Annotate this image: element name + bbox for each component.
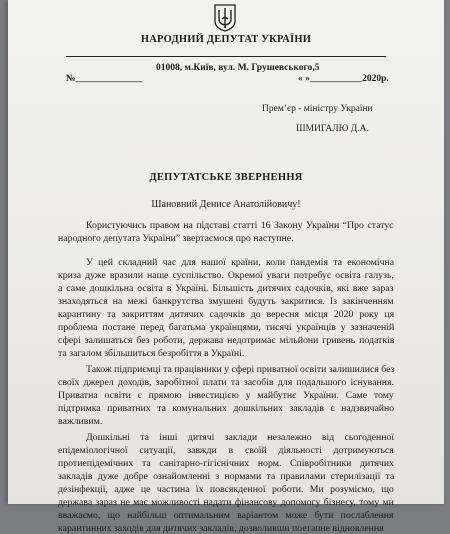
trident-emblem-icon xyxy=(213,4,237,32)
document-title: ДЕПУТАТСЬКЕ ЗВЕРНЕННЯ xyxy=(149,172,303,183)
recipient-post: Прем’єр - міністру України xyxy=(262,104,373,114)
body-line: дезінфекції, адже це частина їх повсякденної роботи. Ми розуміємо, що xyxy=(58,484,394,495)
body-line: проблема постане перед багатьма українцями, тисячі українців у зазначеній xyxy=(58,322,395,333)
body-line: карантинних заходів для дитячих закладів, дозволивши поетапне відновлення xyxy=(58,523,384,534)
deputy-header-title: НАРОДНИЙ ДЕПУТАТ УКРАЇНИ xyxy=(140,34,312,45)
body-line: епідеміологічної ситуації, завжди в своїй діяльності дотримуються xyxy=(58,445,394,456)
body-line: вважаємо, що найбільш оптимальним варіантом може бути послаблення xyxy=(58,510,394,521)
body-line: знаходяться на межі банкрутства змушені будуть закритися. Із закінченням xyxy=(58,296,394,307)
body-line: сфері залишаться без роботи, держава недотримає мільйони гривень податків xyxy=(58,335,395,346)
recipient-name: ШМИГАЛЮ Д.А. xyxy=(296,124,369,134)
number-label: № xyxy=(66,74,76,84)
body-line: держава зараз не має можливості надати фінансову допомогу бізнесу, тому ми xyxy=(58,497,394,508)
body-line: закладів дуже добре ознайомленні з нормами та правилами стерилізації та xyxy=(58,471,395,482)
body-line: криза дуже вразили наше суспільство. Окремої уваги потребує освіта галузь, xyxy=(58,270,394,281)
header-address: 01008, м.Київ, вул. М. Грушевського,5 xyxy=(156,63,320,73)
body-line: карантину та закриттям дитячих садочків до вересня місця 2020 року ця xyxy=(58,309,395,320)
document-date-field: « »___________2020р. xyxy=(298,74,389,84)
header-divider xyxy=(66,56,386,57)
salutation: Шановний Денисе Анатолійовичу! xyxy=(151,199,301,210)
number-blank: ______________ xyxy=(75,74,143,84)
body-line: Користуючись правом на підставі статті 16 Закону України “Про статус xyxy=(86,220,394,231)
body-line: а саме дошкільна освіта в Україні. Більшість дитячих садочків, які вже зараз xyxy=(58,283,394,294)
body-line: протиепідемічних та санітарно-гігієнічних норм. Співробітники дитячих xyxy=(58,458,394,469)
body-line: народного депутата України” звертаємося про наступне. xyxy=(58,233,294,244)
document-number-field xyxy=(66,74,142,84)
body-line: Також підприємці та працівники у сфері приватної освіти залишилися без xyxy=(86,364,395,375)
body-line: важливим. xyxy=(58,416,103,427)
body-line: та загалом збільшиться безробіття в Україні. xyxy=(58,348,245,359)
body-line: У цей складний час для нашої країни, коли пандемія та економічна xyxy=(86,257,395,268)
body-line: підтримка приватних та комунальних дошкільних закладів є надзвичайно xyxy=(58,403,395,414)
letter-page xyxy=(8,0,444,534)
body-line: Приватна освіти є прямою інвестицією у майбутнє України. Саме тому xyxy=(58,390,394,401)
body-line: Дошкільні та інші дитячі заклади незалежно від сьогоденної xyxy=(86,432,395,443)
body-line: своїх джерел доходів, заробітної плати та засобів для подальшого існування. xyxy=(58,377,394,388)
